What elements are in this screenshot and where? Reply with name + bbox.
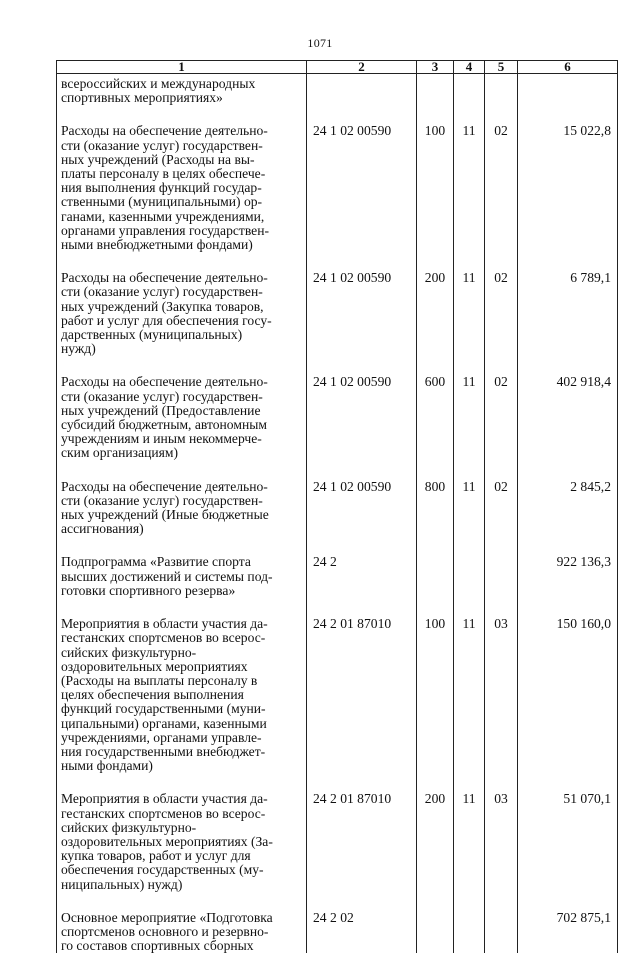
spacer-cell xyxy=(485,105,518,124)
spacer-cell xyxy=(57,105,307,124)
item-name-line: работ и услуг для обеспечения госу- xyxy=(61,314,302,328)
item-name-line: ния государственными внебюджет- xyxy=(61,745,302,759)
section-cell xyxy=(454,555,485,598)
item-name-line: ганами, казенными учреждениями, xyxy=(61,210,302,224)
expense-type-cell xyxy=(417,74,454,106)
spacer-cell xyxy=(417,892,454,911)
item-name-cell xyxy=(57,792,307,891)
subsection-cell xyxy=(485,911,518,953)
item-name-line: ных учреждений (Иные бюджетные xyxy=(61,508,302,522)
item-name-cell xyxy=(57,124,307,252)
expense-type-cell xyxy=(417,911,454,953)
item-name-line: ных учреждений (Закупка товаров, xyxy=(61,300,302,314)
section-cell: 11 xyxy=(454,480,485,537)
item-name-line: оздоровительных мероприятиях (За- xyxy=(61,835,302,849)
column-header-vr: 3 xyxy=(417,61,454,74)
spacer-cell xyxy=(307,252,417,271)
expense-type-cell: 200 xyxy=(417,271,454,356)
spacer-cell xyxy=(518,105,618,124)
item-name-line: готовки спортивного резерва» xyxy=(61,584,302,598)
item-name-line: целях обеспечения выполнения xyxy=(61,688,302,702)
item-name-line: сийских физкультурно- xyxy=(61,821,302,835)
item-name-line: сти (оказание услуг) государствен- xyxy=(61,285,302,299)
item-name-line: органами управления государствен- xyxy=(61,224,302,238)
spacer-cell xyxy=(57,536,307,555)
amount-cell: 402 918,4 xyxy=(518,375,618,460)
item-name-line: нужд) xyxy=(61,342,302,356)
item-name-line: Расходы на обеспечение деятельно- xyxy=(61,124,302,138)
item-name-line: ными внебюджетными фондами) xyxy=(61,238,302,252)
item-name-line: спортивных мероприятиях» xyxy=(61,91,302,105)
row-spacer xyxy=(57,598,618,617)
item-name-line: обеспечения государственных (му- xyxy=(61,863,302,877)
spacer-cell xyxy=(454,356,485,375)
budget-table xyxy=(56,60,618,953)
item-name-line: ных учреждений (Расходы на вы- xyxy=(61,153,302,167)
row-spacer xyxy=(57,773,618,792)
spacer-cell xyxy=(417,773,454,792)
item-name-line: Подпрограмма «Развитие спорта xyxy=(61,555,302,569)
item-name-line: гестанских спортсменов во всерос- xyxy=(61,631,302,645)
spacer-cell xyxy=(57,356,307,375)
spacer-cell xyxy=(307,598,417,617)
table-row xyxy=(57,617,618,773)
item-name-cell xyxy=(57,555,307,598)
item-name-line: спортсменов основного и резервно- xyxy=(61,925,302,939)
spacer-cell xyxy=(417,356,454,375)
table-row xyxy=(57,375,618,460)
section-cell: 11 xyxy=(454,375,485,460)
amount-cell: 15 022,8 xyxy=(518,124,618,252)
table-row xyxy=(57,480,618,537)
spacer-cell xyxy=(485,773,518,792)
amount-cell: 702 875,1 xyxy=(518,911,618,953)
spacer-cell xyxy=(454,892,485,911)
spacer-cell xyxy=(454,461,485,480)
amount-cell: 150 160,0 xyxy=(518,617,618,773)
item-name-line: функций государственными (муни- xyxy=(61,702,302,716)
spacer-cell xyxy=(57,252,307,271)
item-name-line: го составов спортивных сборных xyxy=(61,939,302,953)
section-cell: 11 xyxy=(454,271,485,356)
page-number: 1071 xyxy=(0,36,640,51)
spacer-cell xyxy=(454,536,485,555)
code-cell: 24 2 01 87010 xyxy=(307,617,417,773)
spacer-cell xyxy=(518,252,618,271)
item-name-line: ниципальных) нужд) xyxy=(61,878,302,892)
spacer-cell xyxy=(454,598,485,617)
spacer-cell xyxy=(307,461,417,480)
spacer-cell xyxy=(454,252,485,271)
item-name-line: Мероприятия в области участия да- xyxy=(61,617,302,631)
table-row xyxy=(57,555,618,598)
item-name-cell xyxy=(57,74,307,106)
spacer-cell xyxy=(417,598,454,617)
item-name-line: ственными (муниципальными) ор- xyxy=(61,195,302,209)
spacer-cell xyxy=(518,461,618,480)
code-cell: 24 1 02 00590 xyxy=(307,271,417,356)
spacer-cell xyxy=(454,773,485,792)
code-cell: 24 1 02 00590 xyxy=(307,124,417,252)
spacer-cell xyxy=(485,252,518,271)
spacer-cell xyxy=(417,461,454,480)
column-header-code: 2 xyxy=(307,61,417,74)
item-name-cell xyxy=(57,480,307,537)
item-name-line: гестанских спортсменов во всерос- xyxy=(61,807,302,821)
subsection-cell: 02 xyxy=(485,480,518,537)
spacer-cell xyxy=(307,356,417,375)
item-name-line: всероссийских и международных xyxy=(61,77,302,91)
table-row xyxy=(57,911,618,953)
code-cell: 24 1 02 00590 xyxy=(307,375,417,460)
item-name-line: субсидий бюджетным, автономным xyxy=(61,418,302,432)
column-header-name: 1 xyxy=(57,61,307,74)
code-cell: 24 2 01 87010 xyxy=(307,792,417,891)
item-name-line: ния выполнения функций государ- xyxy=(61,181,302,195)
item-name-cell xyxy=(57,617,307,773)
expense-type-cell: 600 xyxy=(417,375,454,460)
code-cell: 24 2 02 xyxy=(307,911,417,953)
spacer-cell xyxy=(307,536,417,555)
subsection-cell xyxy=(485,74,518,106)
amount-cell: 2 845,2 xyxy=(518,480,618,537)
item-name-line: сти (оказание услуг) государствен- xyxy=(61,139,302,153)
table-row xyxy=(57,124,618,252)
item-name-line: сийских физкультурно- xyxy=(61,646,302,660)
table-row xyxy=(57,271,618,356)
spacer-cell xyxy=(485,536,518,555)
spacer-cell xyxy=(485,598,518,617)
item-name-line: ским организациям) xyxy=(61,446,302,460)
spacer-cell xyxy=(57,892,307,911)
column-header-pr: 5 xyxy=(485,61,518,74)
item-name-line: оздоровительных мероприятиях xyxy=(61,660,302,674)
spacer-cell xyxy=(307,105,417,124)
amount-cell: 51 070,1 xyxy=(518,792,618,891)
section-cell: 11 xyxy=(454,124,485,252)
row-spacer xyxy=(57,252,618,271)
item-name-line: Расходы на обеспечение деятельно- xyxy=(61,271,302,285)
item-name-line: Расходы на обеспечение деятельно- xyxy=(61,375,302,389)
subsection-cell: 03 xyxy=(485,792,518,891)
expense-type-cell xyxy=(417,555,454,598)
code-cell xyxy=(307,74,417,106)
row-spacer xyxy=(57,105,618,124)
table-body xyxy=(57,74,618,953)
table-header xyxy=(57,61,618,74)
section-cell: 11 xyxy=(454,617,485,773)
spacer-cell xyxy=(518,892,618,911)
spacer-cell xyxy=(57,598,307,617)
item-name-line: (Расходы на выплаты персоналу в xyxy=(61,674,302,688)
spacer-cell xyxy=(518,356,618,375)
section-cell: 11 xyxy=(454,792,485,891)
code-cell: 24 1 02 00590 xyxy=(307,480,417,537)
subsection-cell: 02 xyxy=(485,124,518,252)
row-spacer xyxy=(57,461,618,480)
spacer-cell xyxy=(518,536,618,555)
spacer-cell xyxy=(518,773,618,792)
spacer-cell xyxy=(417,105,454,124)
spacer-cell xyxy=(485,461,518,480)
expense-type-cell: 800 xyxy=(417,480,454,537)
header-row xyxy=(57,61,618,74)
spacer-cell xyxy=(307,773,417,792)
spacer-cell xyxy=(518,598,618,617)
table-row xyxy=(57,792,618,891)
item-name-line: Расходы на обеспечение деятельно- xyxy=(61,480,302,494)
subsection-cell: 03 xyxy=(485,617,518,773)
expense-type-cell: 200 xyxy=(417,792,454,891)
item-name-line: Мероприятия в области участия да- xyxy=(61,792,302,806)
table-row xyxy=(57,74,618,106)
subsection-cell xyxy=(485,555,518,598)
item-name-line: купка товаров, работ и услуг для xyxy=(61,849,302,863)
spacer-cell xyxy=(417,536,454,555)
item-name-line: учреждениями, органами управле- xyxy=(61,731,302,745)
column-header-amount: 6 xyxy=(518,61,618,74)
amount-cell: 922 136,3 xyxy=(518,555,618,598)
row-spacer xyxy=(57,536,618,555)
subsection-cell: 02 xyxy=(485,271,518,356)
item-name-line: учреждениям и иным некоммерче- xyxy=(61,432,302,446)
item-name-line: высших достижений и системы под- xyxy=(61,570,302,584)
item-name-line: ных учреждений (Предоставление xyxy=(61,404,302,418)
amount-cell xyxy=(518,74,618,106)
code-cell: 24 2 xyxy=(307,555,417,598)
section-cell xyxy=(454,74,485,106)
item-name-line: дарственных (муниципальных) xyxy=(61,328,302,342)
amount-cell: 6 789,1 xyxy=(518,271,618,356)
row-spacer xyxy=(57,356,618,375)
subsection-cell: 02 xyxy=(485,375,518,460)
spacer-cell xyxy=(454,105,485,124)
spacer-cell xyxy=(485,892,518,911)
item-name-line: Основное мероприятие «Подготовка xyxy=(61,911,302,925)
expense-type-cell: 100 xyxy=(417,617,454,773)
item-name-line: платы персоналу в целях обеспече- xyxy=(61,167,302,181)
item-name-cell xyxy=(57,271,307,356)
spacer-cell xyxy=(417,252,454,271)
spacer-cell xyxy=(57,461,307,480)
item-name-cell xyxy=(57,375,307,460)
expense-type-cell: 100 xyxy=(417,124,454,252)
spacer-cell xyxy=(57,773,307,792)
item-name-line: сти (оказание услуг) государствен- xyxy=(61,390,302,404)
row-spacer xyxy=(57,892,618,911)
section-cell xyxy=(454,911,485,953)
item-name-cell xyxy=(57,911,307,953)
item-name-line: ными фондами) xyxy=(61,759,302,773)
column-header-rz: 4 xyxy=(454,61,485,74)
spacer-cell xyxy=(307,892,417,911)
item-name-line: ассигнования) xyxy=(61,522,302,536)
spacer-cell xyxy=(485,356,518,375)
item-name-line: ципальными) органами, казенными xyxy=(61,717,302,731)
item-name-line: сти (оказание услуг) государствен- xyxy=(61,494,302,508)
